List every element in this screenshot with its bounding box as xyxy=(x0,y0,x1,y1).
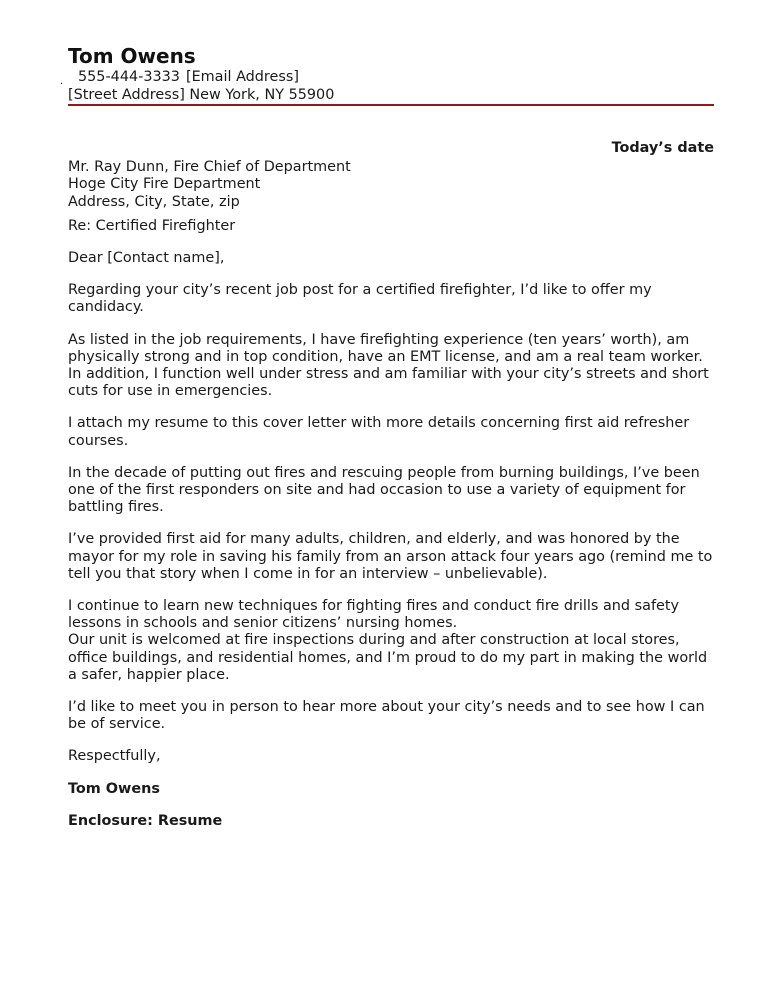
sender-email: [Email Address] xyxy=(185,69,299,85)
body-paragraph: I continue to learn new techniques for fighting fires and conduct fire drills and safety lessons in schools and senior citizens’ nursing homes. xyxy=(68,598,680,632)
bullet-dot-icon: . xyxy=(60,76,64,87)
body-paragraph: Regarding your city’s recent job post for a certified firefighter, I’d like to offer my candidacy. xyxy=(68,282,652,316)
recipient-line: Hoge City Fire Department xyxy=(68,176,261,193)
body-paragraph: As listed in the job requirements, I have firefighting experience (ten years’ worth), am physically strong and in top condition, have an EMT license, and am a real team worker. In addition, I function well under stress and am familiar with your city’s streets and short cuts for use in emergencies. xyxy=(68,331,709,400)
signature: Tom Owens xyxy=(68,780,160,797)
letter-date: Today’s date xyxy=(611,140,714,156)
body-paragraph: I’ve provided first aid for many adults, children, and elderly, and was honored by the mayor for my role in saving his family from an arson attack four years ago (remind me to tell you that story when I come in for an interview – unbelievable). xyxy=(68,531,713,582)
recipient-block xyxy=(68,159,714,211)
enclosure: Enclosure: Resume xyxy=(68,812,223,829)
body-paragraph: I attach my resume to this cover letter with more details concerning first aid refresher courses. xyxy=(68,415,690,449)
sender-name: Tom Owens xyxy=(68,44,196,68)
body-paragraph: In the decade of putting out fires and rescuing people from burning buildings, I’ve been one of the first responders on site and had occasion to use a variety of equipment for battling fires. xyxy=(68,464,700,516)
subject-line: Re: Certified Firefighter xyxy=(68,217,236,234)
closing: Respectfully, xyxy=(68,748,161,765)
header-divider xyxy=(68,104,714,106)
letterhead xyxy=(60,44,714,104)
body-paragraph: I’d like to meet you in person to hear more about your city’s needs and to see how I can be of service. xyxy=(68,699,705,733)
letter-body xyxy=(68,140,714,830)
salutation: Dear [Contact name], xyxy=(68,250,225,267)
sender-phone: 555-444-3333 xyxy=(78,69,180,85)
sender-contact-line xyxy=(68,68,714,86)
recipient-line: Mr. Ray Dunn, Fire Chief of Department xyxy=(68,159,351,176)
recipient-line: Address, City, State, zip xyxy=(68,193,240,210)
sender-address: [Street Address] New York, NY 55900 xyxy=(68,87,335,103)
body-paragraph: Our unit is welcomed at fire inspections during and after construction at local stores, office buildings, and residential homes, and I’m proud to do my part in making the world a safer, happier place. xyxy=(68,632,708,683)
